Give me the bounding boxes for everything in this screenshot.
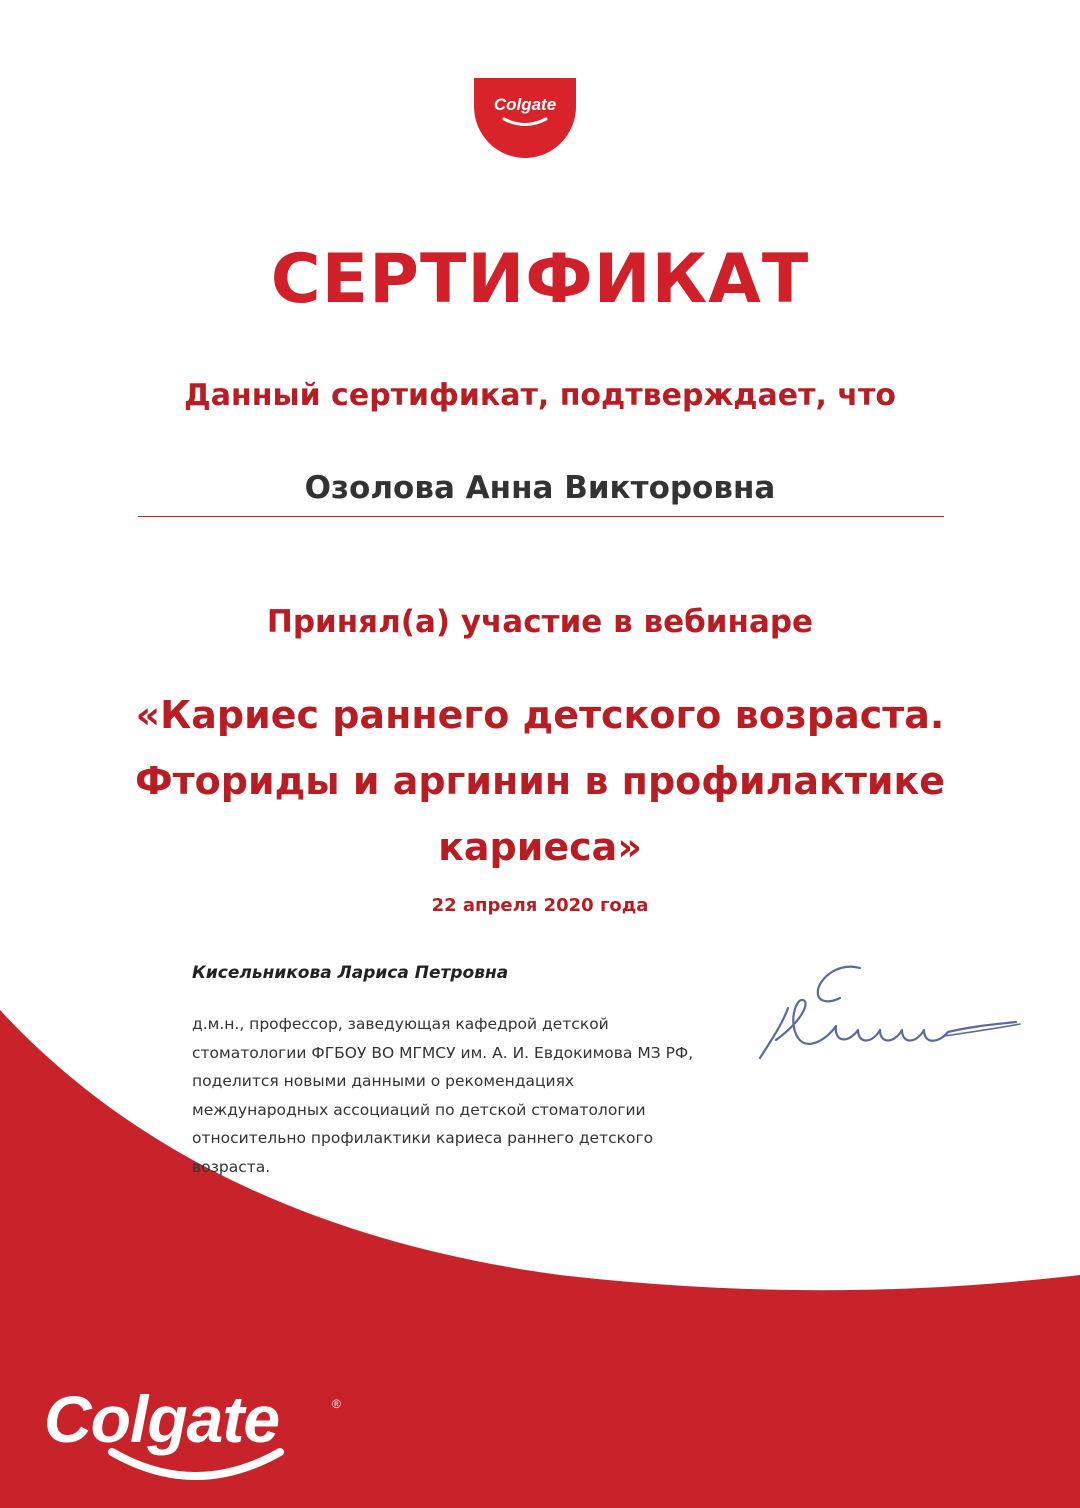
webinar-title: «Кариес раннего детского возраста. Фториды и аргинин в профилактике кариеса»	[134, 693, 946, 869]
name-underline	[138, 516, 944, 517]
speaker-signature	[748, 960, 1028, 1070]
speaker-description: д.м.н., профессор, заведующая кафедрой детской стоматологии ФГБОУ ВО МГМСУ им. А. И. Евдокимова МЗ РФ, поделится новыми данными о рекомендациях международных ассоциаций по детской стоматологии относительно профилактики кариеса раннего детского возраста.	[192, 1015, 694, 1176]
confirmation-text: Данный сертификат, подтверждает, что	[184, 378, 896, 413]
colgate-top-logo	[474, 78, 576, 158]
svg-text:Colgate: Colgate	[493, 95, 557, 114]
colgate-bottom-logo	[40, 1382, 360, 1492]
svg-text:Colgate: Colgate	[44, 1382, 280, 1456]
certificate-title: СЕРТИФИКАТ	[270, 240, 810, 319]
recipient-name: Озолова Анна Викторовна	[304, 470, 776, 506]
svg-text:®: ®	[332, 1397, 341, 1411]
speaker-name: Кисельникова Лариса Петровна	[192, 963, 509, 983]
participation-text: Принял(а) участие в вебинаре	[266, 604, 814, 640]
webinar-date: 22 апреля 2020 года	[431, 895, 649, 916]
